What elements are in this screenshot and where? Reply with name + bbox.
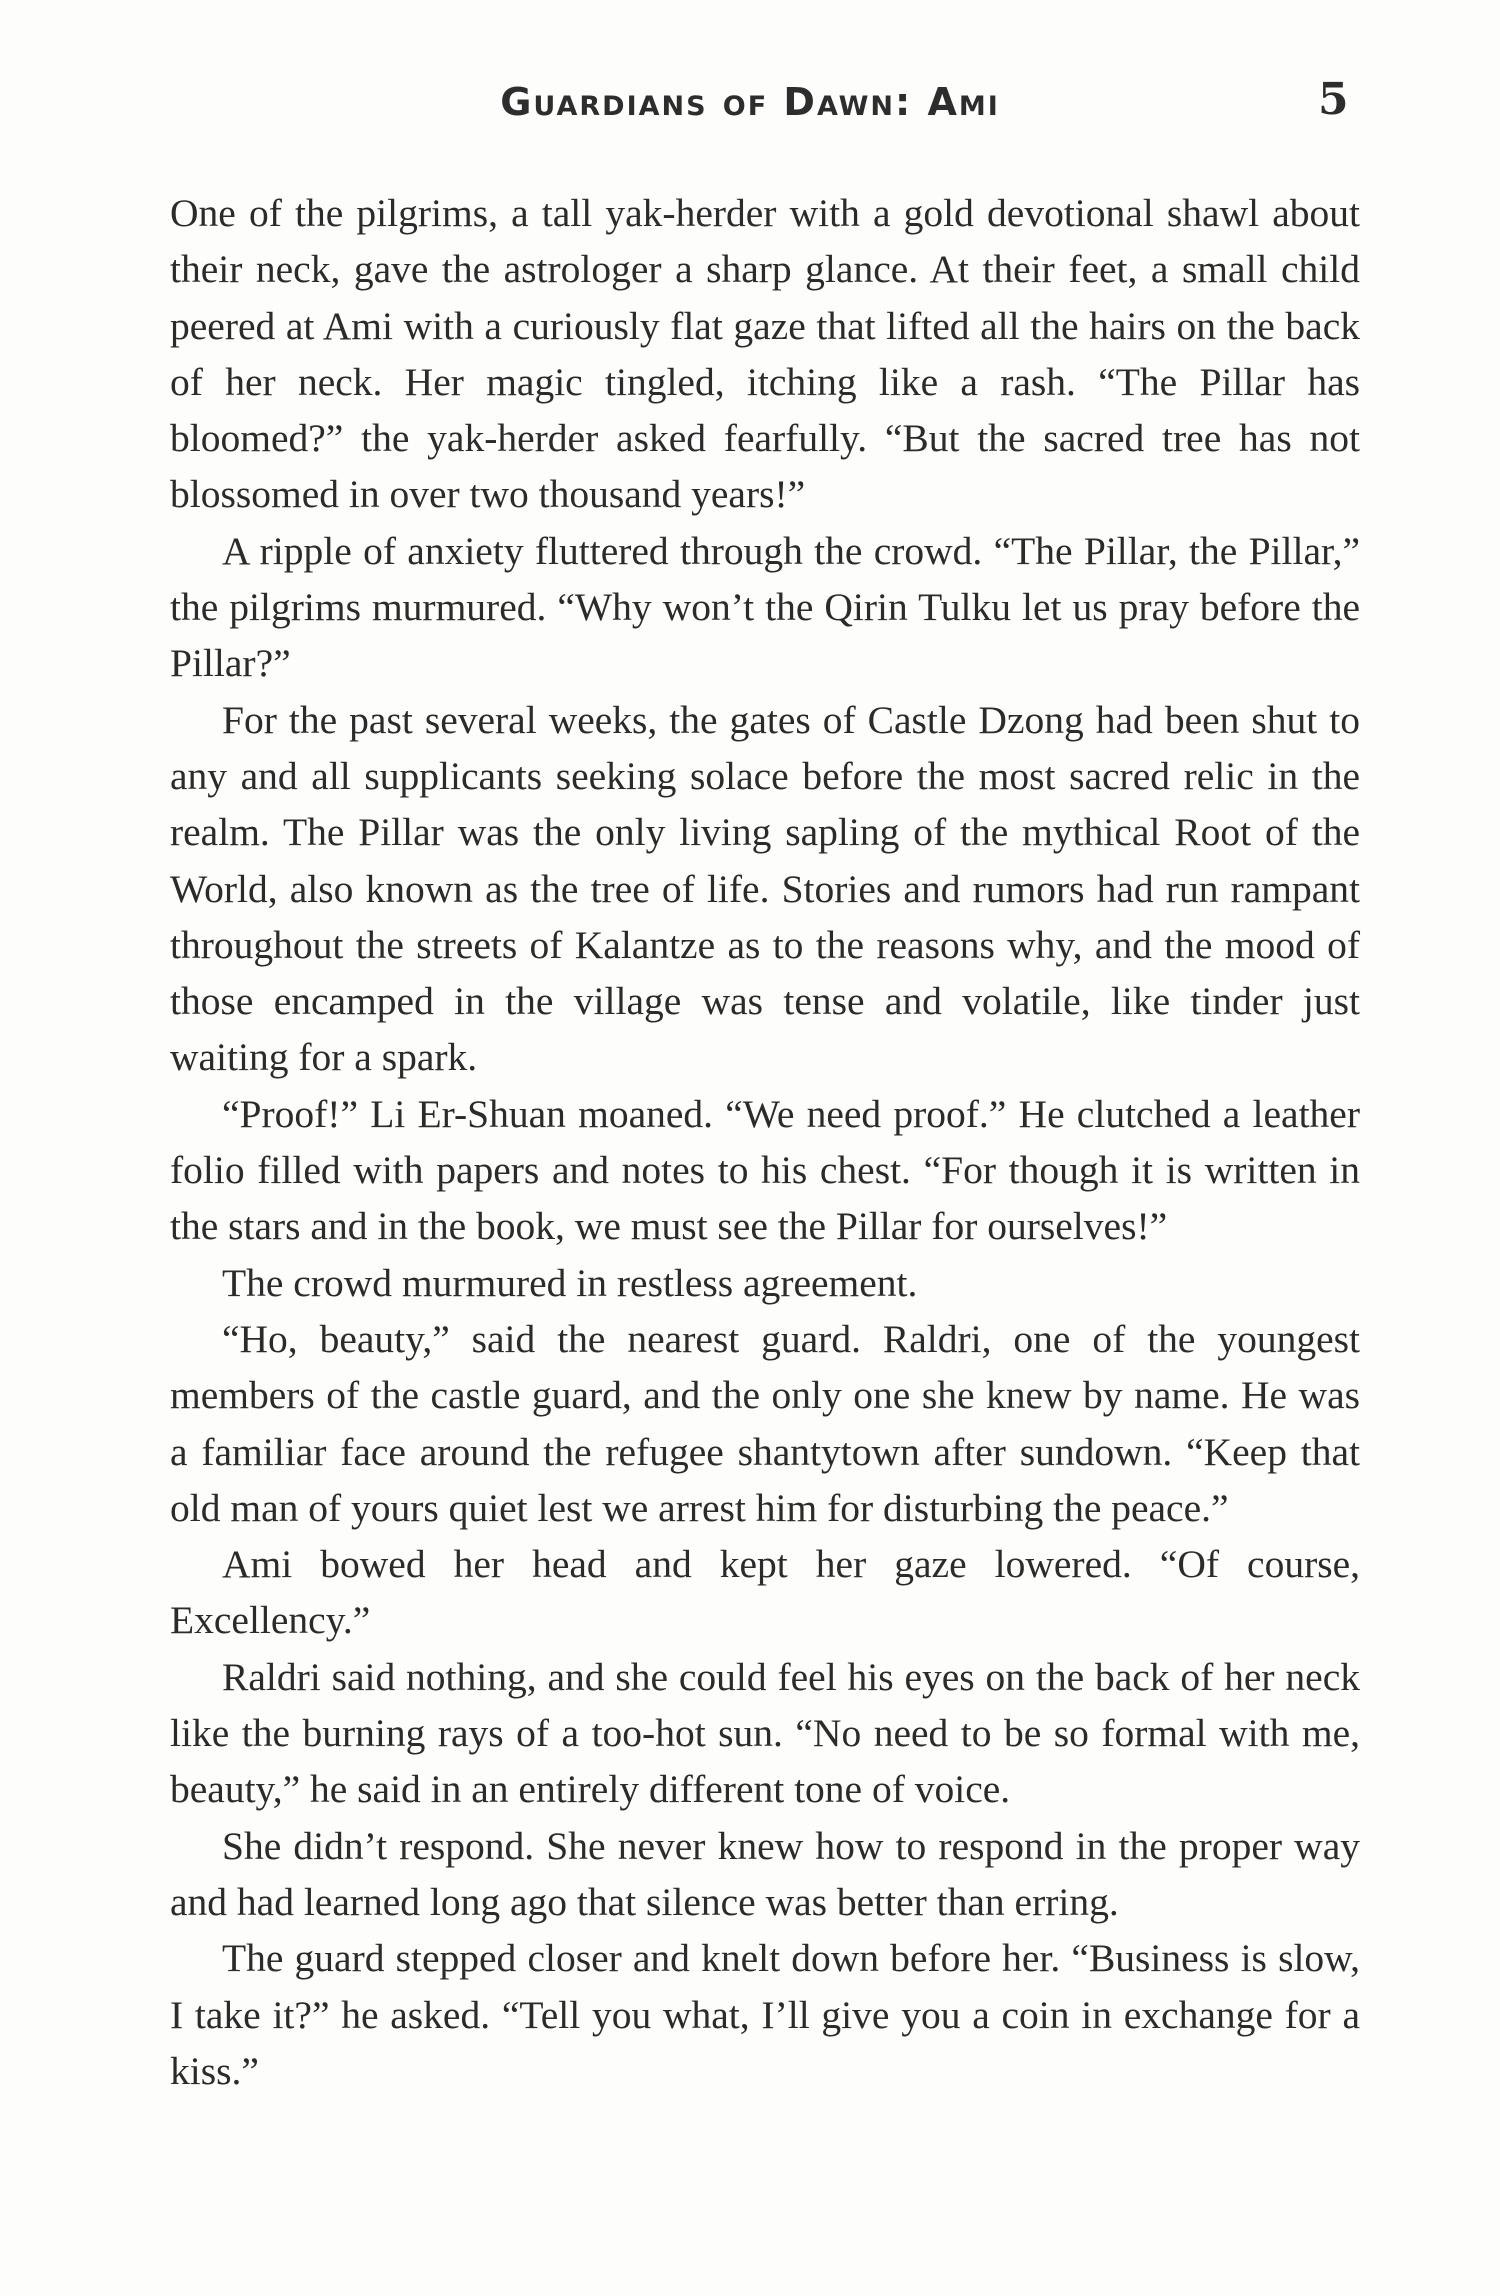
paragraph: For the past several weeks, the gates of Castle Dzong had been shut to any and all supplicants seeking solace before the most sacred relic in the realm. The Pillar was the only living sapling of the mythical Root of the World, also known as the tree of life. Stories and rumors had run rampant throughout the streets of Kalantze as to the reasons why, and the mood of those encamped in the village was tense and volatile, like tinder just waiting for a spark. xyxy=(170,697,1360,1080)
paragraph: Ami bowed her head and kept her gaze lowered. “Of course, Excellency.” xyxy=(170,1542,1360,1643)
paragraph: The crowd murmured in restless agreement. xyxy=(222,1260,918,1305)
paragraph: “Ho, beauty,” said the nearest guard. Raldri, one of the youngest members of the castle guard, and the only one she knew by name. He was a familiar face around the refugee shantytown after sundown. “Keep that old man of yours quiet lest we arrest him for disturbing the peace.” xyxy=(170,1316,1360,1530)
paragraph: One of the pilgrims, a tall yak-herder with a gold devotional shawl about their neck, gave the astrologer a sharp glance. At their feet, a small child peered at Ami with a curiously flat gaze that lifted all the hairs on the back of her neck. Her magic tingled, itching like a rash. “The Pillar has bloomed?” the yak-herder asked fearfully. “But the sacred tree has not blossomed in over two thousand years!” xyxy=(170,191,1360,517)
paragraph: A ripple of anxiety fluttered through the crowd. “The Pillar, the Pillar,” the pilgrims murmured. “Why won’t the Qirin Tulku let us pray before the Pillar?” xyxy=(170,528,1360,686)
running-head-title: Guardians of Dawn: Ami xyxy=(500,80,1000,124)
body-text xyxy=(170,185,1360,2099)
paragraph: The guard stepped closer and knelt down before her. “Business is slow, I take it?” he asked. “Tell you what, I’ll give you a coin in exchange for a kiss.” xyxy=(170,1936,1360,2093)
paragraph: “Proof!” Li Er-Shuan moaned. “We need proof.” He clutched a leather folio filled with papers and notes to his chest. “For though it is written in the stars and in the book, we must see the Pillar for ourselves!” xyxy=(170,1091,1360,1249)
running-head xyxy=(0,68,1500,138)
page-number: 5 xyxy=(1318,74,1349,125)
paragraph: She didn’t respond. She never knew how to respond in the proper way and had learned long ago that silence was better than erring. xyxy=(170,1823,1360,1924)
paragraph: Raldri said nothing, and she could feel his eyes on the back of her neck like the burning rays of a too-hot sun. “No need to be so formal with me, beauty,” he said in an entirely different tone of voice. xyxy=(170,1654,1360,1812)
